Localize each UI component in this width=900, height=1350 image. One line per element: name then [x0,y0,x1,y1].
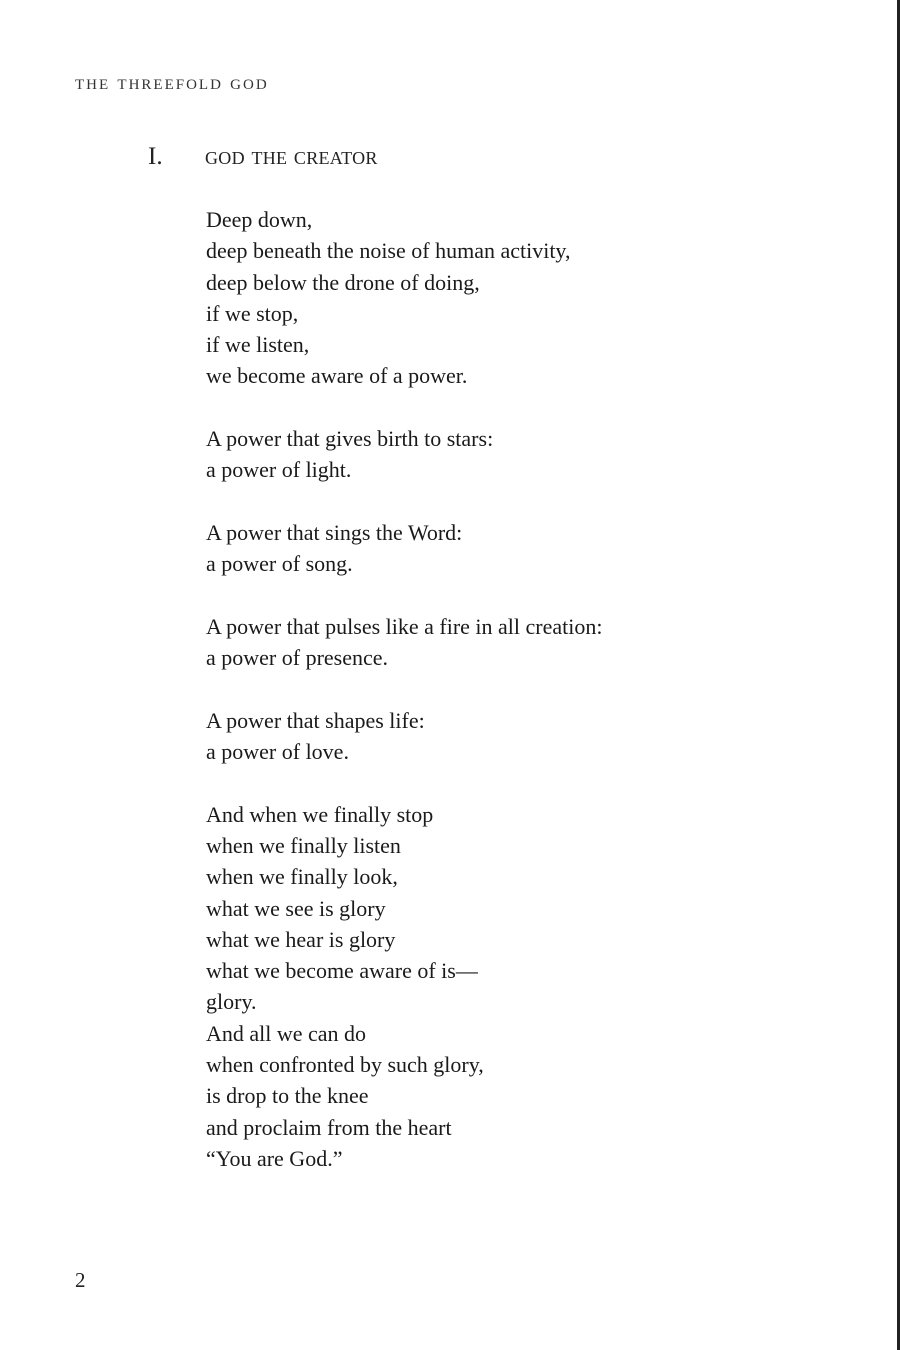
poem-line: we become aware of a power. [206,363,468,389]
poem-line: A power that pulses like a fire in all creation: [206,613,603,639]
poem-line: when we finally look, [206,864,398,890]
poem-line: A power that shapes life: [206,707,425,733]
poem-line: what we become aware of is— [206,958,478,984]
poem-line: when confronted by such glory, [206,1052,484,1078]
stanza [206,423,866,486]
poem-line: A power that gives birth to stars: [206,426,494,452]
stanza [206,204,866,392]
poem-line: deep below the drone of doing, [206,269,480,295]
running-head: the threefold god [75,70,269,94]
stanza [206,799,866,1175]
stanza [206,611,866,674]
poem-line: what we see is glory [206,895,386,921]
page-number: 2 [75,1268,86,1292]
poem-line: when we finally listen [206,832,401,858]
poem-line: And when we finally stop [206,801,434,827]
poem-line: a power of love. [206,739,349,765]
poem-line: Deep down, [206,207,313,232]
section-title: god the creator [205,143,378,170]
poem-line: a power of presence. [206,645,389,671]
poem [206,204,866,1174]
poem-line: “You are God.” [206,1145,343,1171]
poem-line: and proclaim from the heart [206,1114,452,1140]
poem-line: if we listen, [206,332,310,358]
poem-line: if we stop, [206,300,299,326]
poem-line: is drop to the knee [206,1083,369,1109]
poem-line: deep beneath the noise of human activity, [206,238,571,264]
section-number: I. [148,143,163,170]
stanza [206,705,866,768]
section-heading [148,143,378,171]
poem-line: A power that sings the Word: [206,519,463,545]
poem-line: a power of light. [206,457,352,483]
poem-line: a power of song. [206,551,353,577]
poem-line: what we hear is glory [206,926,396,952]
poem-line: glory. [206,989,257,1015]
poem-line: And all we can do [206,1020,367,1046]
stanza [206,517,866,580]
